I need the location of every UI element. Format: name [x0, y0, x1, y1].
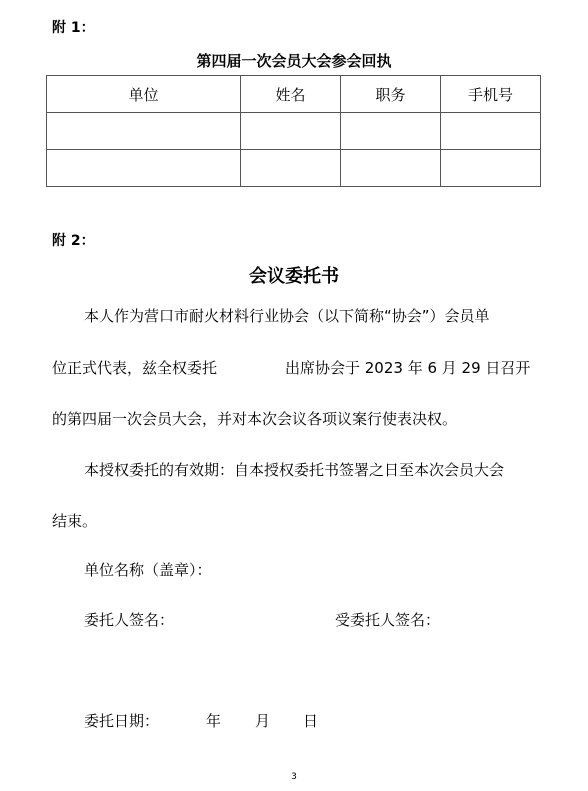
table-header-row [47, 76, 541, 113]
table-cell [441, 150, 541, 187]
table-cell [241, 113, 341, 150]
paragraph-2-line-1: 本授权委托的有效期：自本授权委托书签署之日至本次会员大会 [84, 461, 505, 479]
table-cell [441, 113, 541, 150]
paragraph-1-line-2b: 出席协会于 2023 年 6 月 29 日召开 [285, 359, 531, 377]
table-row [47, 150, 541, 187]
table-cell [241, 150, 341, 187]
date-day: 日 [303, 712, 319, 730]
header-unit: 单位 [47, 76, 241, 113]
header-position: 职务 [341, 76, 441, 113]
paragraph-1-line-2a: 位正式代表，兹全权委托 [52, 359, 218, 377]
table-cell [47, 150, 241, 187]
date-month: 月 [255, 712, 271, 730]
header-name: 姓名 [241, 76, 341, 113]
receipt-table [46, 75, 541, 187]
proxy-title: 会议委托书 [249, 266, 339, 287]
receipt-title: 第四届一次会员大会参会回执 [196, 52, 392, 70]
table-cell [341, 113, 441, 150]
paragraph-1-line-1: 本人作为营口市耐火材料行业协会（以下简称“协会”）会员单 [84, 307, 490, 325]
attachment-1-label: 附 1： [52, 20, 95, 36]
table-cell [341, 150, 441, 187]
attachment-2-label: 附 2： [52, 233, 95, 249]
date-year: 年 [206, 712, 222, 730]
paragraph-2-line-2: 结束。 [52, 512, 98, 530]
unit-name-label: 单位名称（盖章）： [84, 561, 212, 579]
header-phone: 手机号 [441, 76, 541, 113]
page-number: 3 [291, 772, 297, 782]
paragraph-1-line-3: 的第四届一次会员大会，并对本次会议各项议案行使表决权。 [52, 410, 458, 428]
table-row [47, 113, 541, 150]
proxy-date-label: 委托日期： [84, 712, 160, 730]
agent-signature-label: 受委托人签名： [335, 611, 441, 629]
table-cell [47, 113, 241, 150]
principal-signature-label: 委托人签名： [84, 611, 175, 629]
